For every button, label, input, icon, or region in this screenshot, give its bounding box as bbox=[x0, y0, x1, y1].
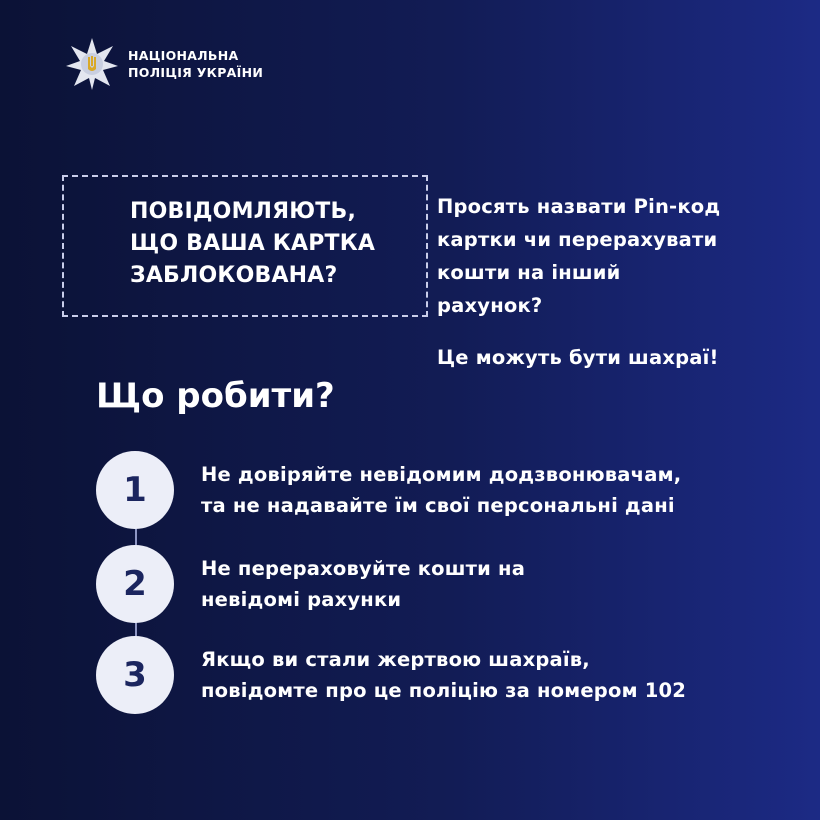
step-text-line-1: Не довіряйте невідомим додзвонювачам, bbox=[201, 463, 682, 486]
step-2 bbox=[96, 545, 525, 623]
police-star-icon bbox=[64, 36, 120, 92]
step-text bbox=[201, 459, 681, 521]
alert-line-3: ЗАБЛОКОВАНА? bbox=[130, 263, 338, 288]
step-text-line-2: повідомте про це поліцію за номером 102 bbox=[201, 679, 686, 702]
warning-text: Це можуть бути шахраї! bbox=[437, 346, 719, 369]
alert-line-1: ПОВІДОМЛЯЮТЬ, bbox=[130, 199, 357, 224]
step-text-line-2: невідомі рахунки bbox=[201, 588, 402, 611]
step-number: 2 bbox=[96, 545, 174, 623]
section-title: Що робити? bbox=[96, 376, 335, 416]
step-text bbox=[201, 553, 525, 615]
brand-line-1: НАЦІОНАЛЬНА bbox=[128, 48, 239, 63]
step-text-line-1: Якщо ви стали жертвою шахраїв, bbox=[201, 648, 590, 671]
question-line-4: рахунок? bbox=[437, 294, 543, 317]
step-text-line-1: Не перераховуйте кошти на bbox=[201, 557, 526, 580]
brand-line-2: ПОЛІЦІЯ УКРАЇНИ bbox=[128, 65, 264, 80]
police-logo bbox=[64, 36, 263, 92]
step-text-line-2: та не надавайте їм свої персональні дані bbox=[201, 494, 675, 517]
step-number: 3 bbox=[96, 636, 174, 714]
step-3 bbox=[96, 636, 686, 714]
step-number: 1 bbox=[96, 451, 174, 529]
step-text bbox=[201, 644, 686, 706]
alert-title bbox=[130, 196, 430, 292]
question-text bbox=[437, 190, 797, 322]
question-line-2: картки чи перерахувати bbox=[437, 228, 718, 251]
question-line-1: Просять назвати Pin-код bbox=[437, 195, 721, 218]
question-line-3: кошти на інший bbox=[437, 261, 621, 284]
brand-name bbox=[128, 47, 263, 81]
alert-box bbox=[62, 175, 428, 317]
alert-line-2: ЩО ВАША КАРТКА bbox=[130, 231, 376, 256]
step-1 bbox=[96, 451, 681, 529]
